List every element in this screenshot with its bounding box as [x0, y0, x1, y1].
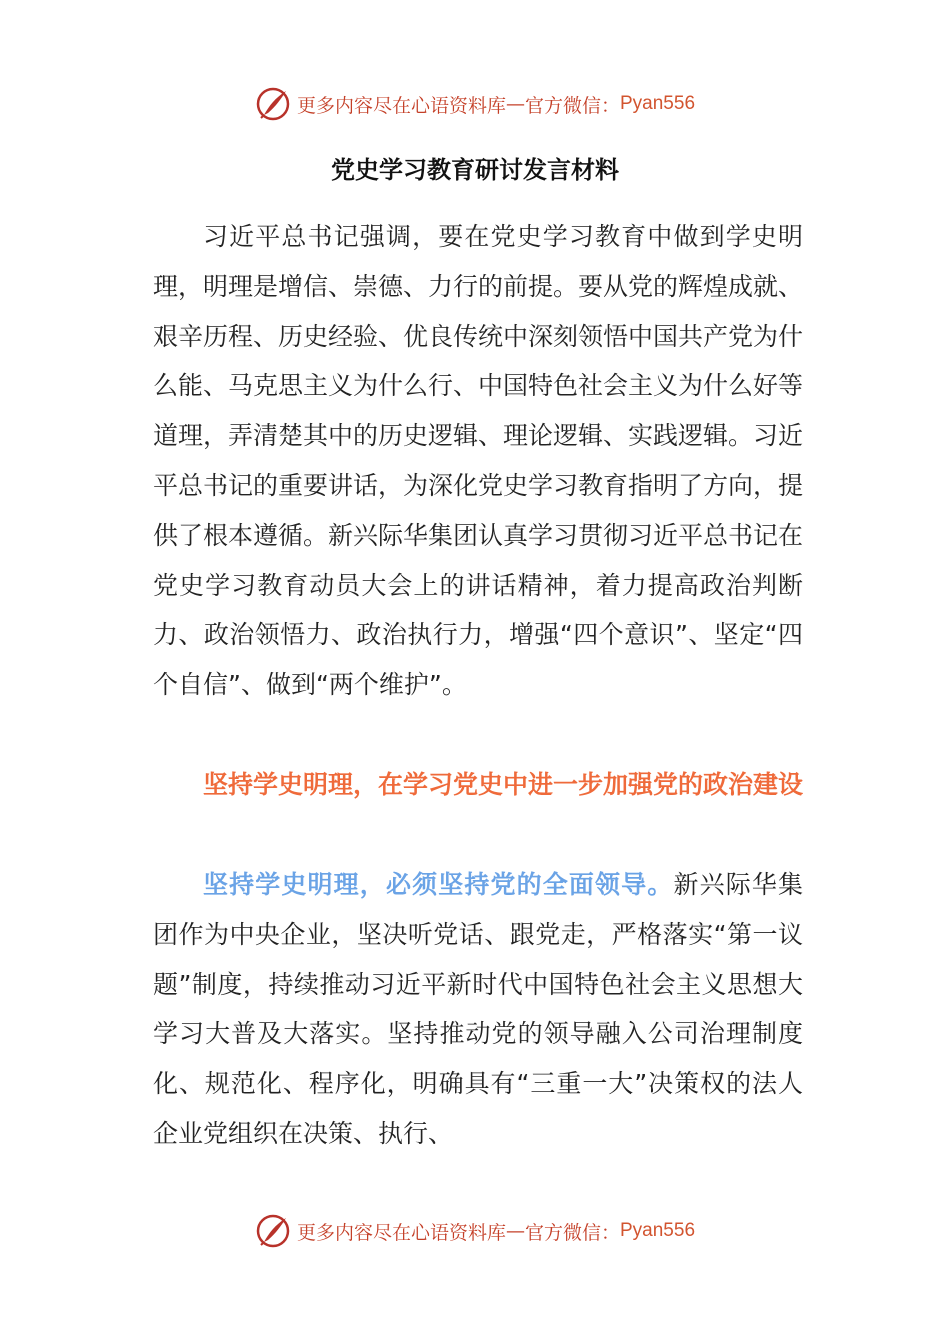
paragraph-2-text: 新兴际华集团作为中央企业，坚决听党话、跟党走，严格落实“第一议题”制度，持续推动习近平新时代中国特色社会主义思想大学习大普及大落实。坚持推动党的领导融入公司治理制度化、规范化、程序化，明确具有“三重一大”决策权的法人企业党组织在决策、执行、 — [153, 870, 803, 1148]
banner-wechat-id: Pyan556 — [620, 1220, 696, 1241]
quill-logo-icon — [255, 86, 291, 122]
quill-logo-icon — [255, 1213, 291, 1249]
banner-wechat-label: 官方微信： — [524, 94, 620, 117]
paragraph-2 — [153, 860, 803, 1159]
paragraph-2-lead: 坚持学史明理，必须坚持党的全面领导。 — [203, 870, 674, 899]
banner-brand-text: 更多内容尽在心语资料库 — [296, 94, 506, 117]
banner-brand-text: 更多内容尽在心语资料库 — [296, 1221, 506, 1244]
document-title: 党史学习教育研讨发言材料 — [331, 156, 619, 184]
banner-wechat-label: 官方微信： — [524, 1221, 620, 1244]
banner-dash: — — [505, 1220, 525, 1242]
header-banner — [0, 84, 950, 124]
section-heading: 坚持学史明理，在学习党史中进一步加强党的政治建设 — [203, 770, 804, 799]
banner-dash: — — [505, 93, 525, 115]
banner-wechat-id: Pyan556 — [620, 93, 696, 114]
footer-banner — [0, 1211, 950, 1251]
paragraph-1: 习近平总书记强调，要在党史学习教育中做到学史明理，明理是增信、崇德、力行的前提。要从党的辉煌成就、艰辛历程、历史经验、优良传统中深刻领悟中国共产党为什么能、马克思主义为什么行、中国特色社会主义为什么好等道理，弄清楚其中的历史逻辑、理论逻辑、实践逻辑。习近平总书记的重要讲话，为深化党史学习教育指明了方向，提供了根本遵循。新兴际华集团认真学习贯彻习近平总书记在党史学习教育动员大会上的讲话精神，着力提高政治判断力、政治领悟力、政治执行力，增强“四个意识”、坚定“四个自信”、做到“两个维护”。 — [153, 222, 804, 700]
